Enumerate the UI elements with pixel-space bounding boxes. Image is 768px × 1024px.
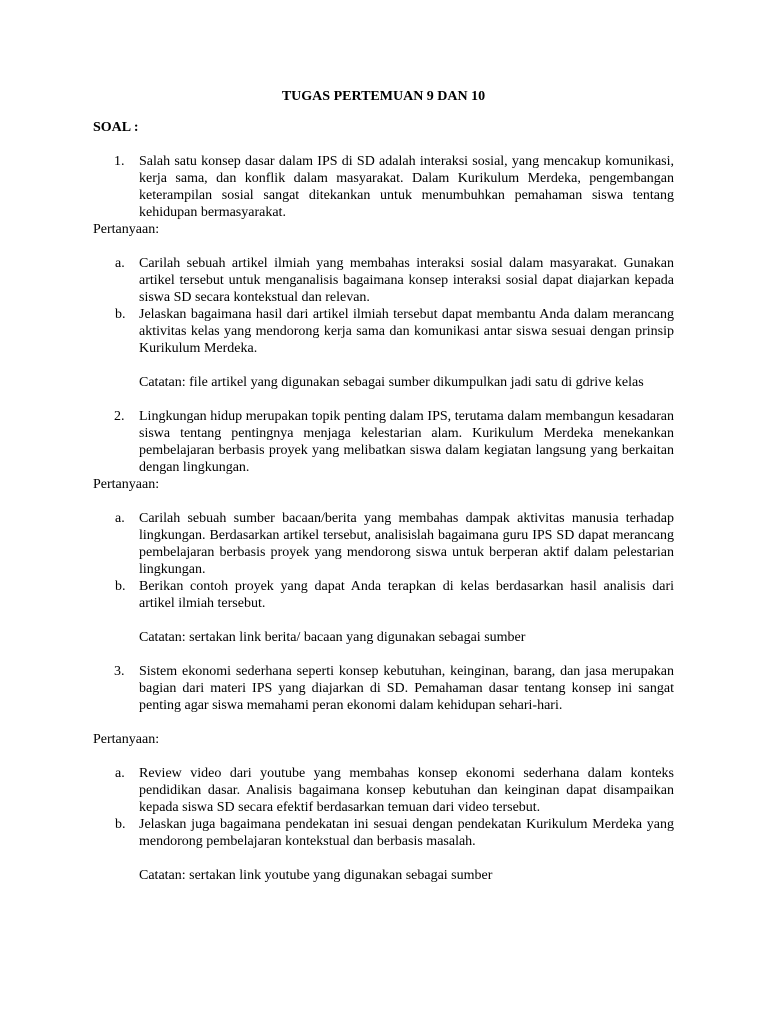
- item-text: Carilah sebuah sumber bacaan/berita yang membahas dampak aktivitas manusia terhadap lingkungan. Berdasarkan artikel tersebut, analisislah bagaimana guru IPS SD dapat merancang pembelajaran berbasis proyek yang mendorong siswa untuk berperan aktif dalam pelestarian lingkungan.: [139, 511, 674, 577]
- question-1-note: Catatan: file artikel yang digunakan sebagai sumber dikumpulkan jadi satu di gdrive kelas: [139, 375, 644, 390]
- pertanyaan-label: Pertanyaan:: [93, 732, 160, 747]
- question-3: [93, 663, 674, 714]
- item-letter: a.: [115, 511, 125, 526]
- pertanyaan-label: Pertanyaan:: [93, 222, 160, 237]
- question-3-note: Catatan: sertakan link youtube yang digunakan sebagai sumber: [139, 868, 493, 883]
- question-2-item-b: [93, 578, 674, 612]
- question-text: Lingkungan hidup merupakan topik penting dalam IPS, terutama dalam membangun kesadaran siswa tentang pentingnya menjaga kelestarian alam. Kurikulum Merdeka menekankan pembelajaran berbasis proyek yang melibatkan siswa dalam kegiatan langsung yang berkaitan dengan lingkungan.: [139, 409, 674, 475]
- document-title: TUGAS PERTEMUAN 9 DAN 10: [281, 89, 486, 104]
- question-text: Sistem ekonomi sederhana seperti konsep kebutuhan, keinginan, barang, dan jasa merupakan bagian dari materi IPS yang diajarkan di SD. Pemahaman dasar tentang konsep ini sangat penting agar siswa memahami peran ekonomi dalam kehidupan sehari-hari.: [139, 664, 674, 713]
- question-2-item-a: [93, 510, 674, 578]
- question-number: 3.: [114, 664, 125, 679]
- question-1-item-a: [93, 255, 674, 306]
- question-1: [93, 153, 674, 221]
- question-number: 1.: [114, 154, 125, 169]
- question-3-item-a: [93, 765, 674, 816]
- item-letter: b.: [115, 817, 126, 832]
- item-letter: a.: [115, 256, 125, 271]
- soal-heading: SOAL :: [93, 120, 139, 135]
- question-3-item-b: [93, 816, 674, 850]
- question-2-note: Catatan: sertakan link berita/ bacaan yang digunakan sebagai sumber: [139, 630, 526, 645]
- item-text: Carilah sebuah artikel ilmiah yang membahas interaksi sosial dalam masyarakat. Gunakan artikel tersebut untuk menganalisis bagaimana konsep interaksi sosial dapat diajarkan kepada siswa SD secara kontekstual dan relevan.: [139, 256, 674, 305]
- item-letter: b.: [115, 307, 126, 322]
- item-text: Jelaskan bagaimana hasil dari artikel ilmiah tersebut dapat membantu Anda dalam merancang aktivitas kelas yang mendorong kerja sama dan komunikasi antar siswa sesuai dengan prinsip Kurikulum Merdeka.: [139, 307, 674, 356]
- item-text: Review video dari youtube yang membahas konsep ekonomi sederhana dalam konteks pendidikan dasar. Analisis bagaimana konsep kebutuhan dan keinginan dapat disampaikan kepada siswa SD secara efektif berdasarkan temuan dari video tersebut.: [139, 766, 674, 815]
- question-text: Salah satu konsep dasar dalam IPS di SD adalah interaksi sosial, yang mencakup komunikasi, kerja sama, dan konflik dalam masyarakat. Dalam Kurikulum Merdeka, pengembangan keterampilan sosial sangat ditekankan untuk menumbuhkan pemahaman siswa tentang kehidupan bermasyarakat.: [139, 154, 674, 220]
- pertanyaan-label: Pertanyaan:: [93, 477, 160, 492]
- item-letter: a.: [115, 766, 125, 781]
- document-page: [93, 88, 674, 884]
- question-2: [93, 408, 674, 476]
- item-letter: b.: [115, 579, 126, 594]
- item-text: Berikan contoh proyek yang dapat Anda terapkan di kelas berdasarkan hasil analisis dari artikel ilmiah tersebut.: [139, 579, 674, 611]
- question-1-item-b: [93, 306, 674, 357]
- item-text: Jelaskan juga bagaimana pendekatan ini sesuai dengan pendekatan Kurikulum Merdeka yang mendorong pembelajaran kontekstual dan berbasis masalah.: [139, 817, 674, 849]
- question-number: 2.: [114, 409, 125, 424]
